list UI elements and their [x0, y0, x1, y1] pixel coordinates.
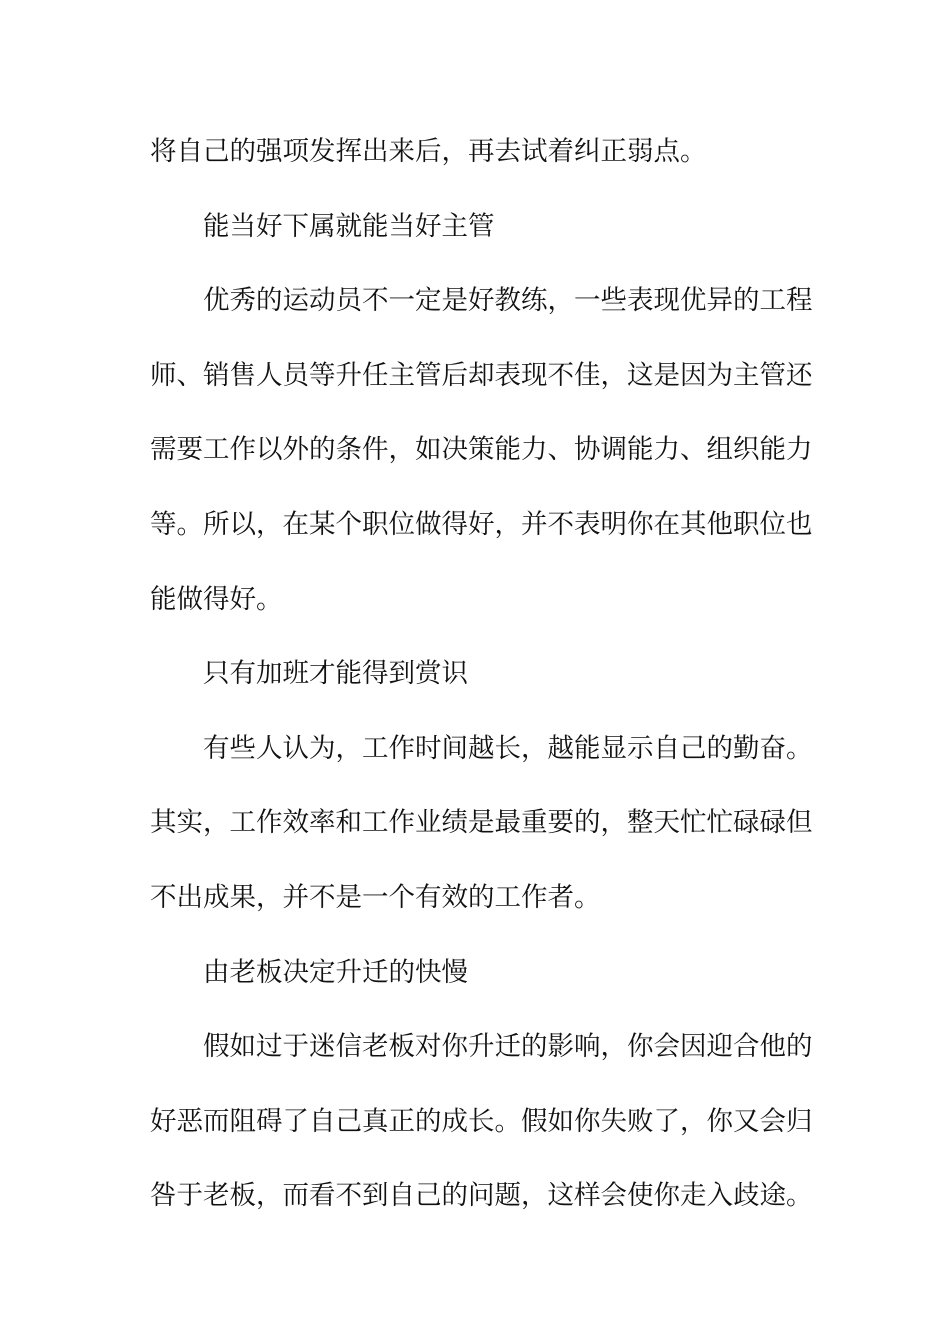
text-line: 优秀的运动员不一定是好教练，一些表现优异的工程 [203, 285, 813, 317]
text-line: 假如过于迷信老板对你升迁的影响，你会因迎合他的 [203, 1031, 813, 1063]
text-line: 有些人认为，工作时间越长，越能显示自己的勤奋。 [203, 732, 813, 764]
text-line: 其实，工作效率和工作业绩是最重要的，整天忙忙碌碌但 [150, 807, 813, 839]
text-line: 需要工作以外的条件，如决策能力、协调能力、组织能力 [150, 434, 813, 466]
section-heading: 由老板决定升迁的快慢 [203, 956, 468, 988]
text-line: 不出成果，并不是一个有效的工作者。 [150, 881, 601, 913]
text-line: 等。所以，在某个职位做得好，并不表明你在其他职位也 [150, 508, 813, 540]
section-heading: 只有加班才能得到赏识 [203, 658, 468, 690]
text-line: 师、销售人员等升任主管后却表现不佳，这是因为主管还 [150, 359, 813, 391]
body-text [150, 115, 813, 1234]
text-line: 咎于老板，而看不到自己的问题，这样会使你走入歧途。 [150, 1180, 813, 1212]
text-line: 将自己的强项发挥出来后，再去试着纠正弱点。 [150, 136, 707, 167]
section-heading: 能当好下属就能当好主管 [203, 210, 495, 242]
text-line: 好恶而阻碍了自己真正的成长。假如你失败了，你又会归 [150, 1105, 813, 1137]
text-line: 能做得好。 [150, 583, 283, 615]
